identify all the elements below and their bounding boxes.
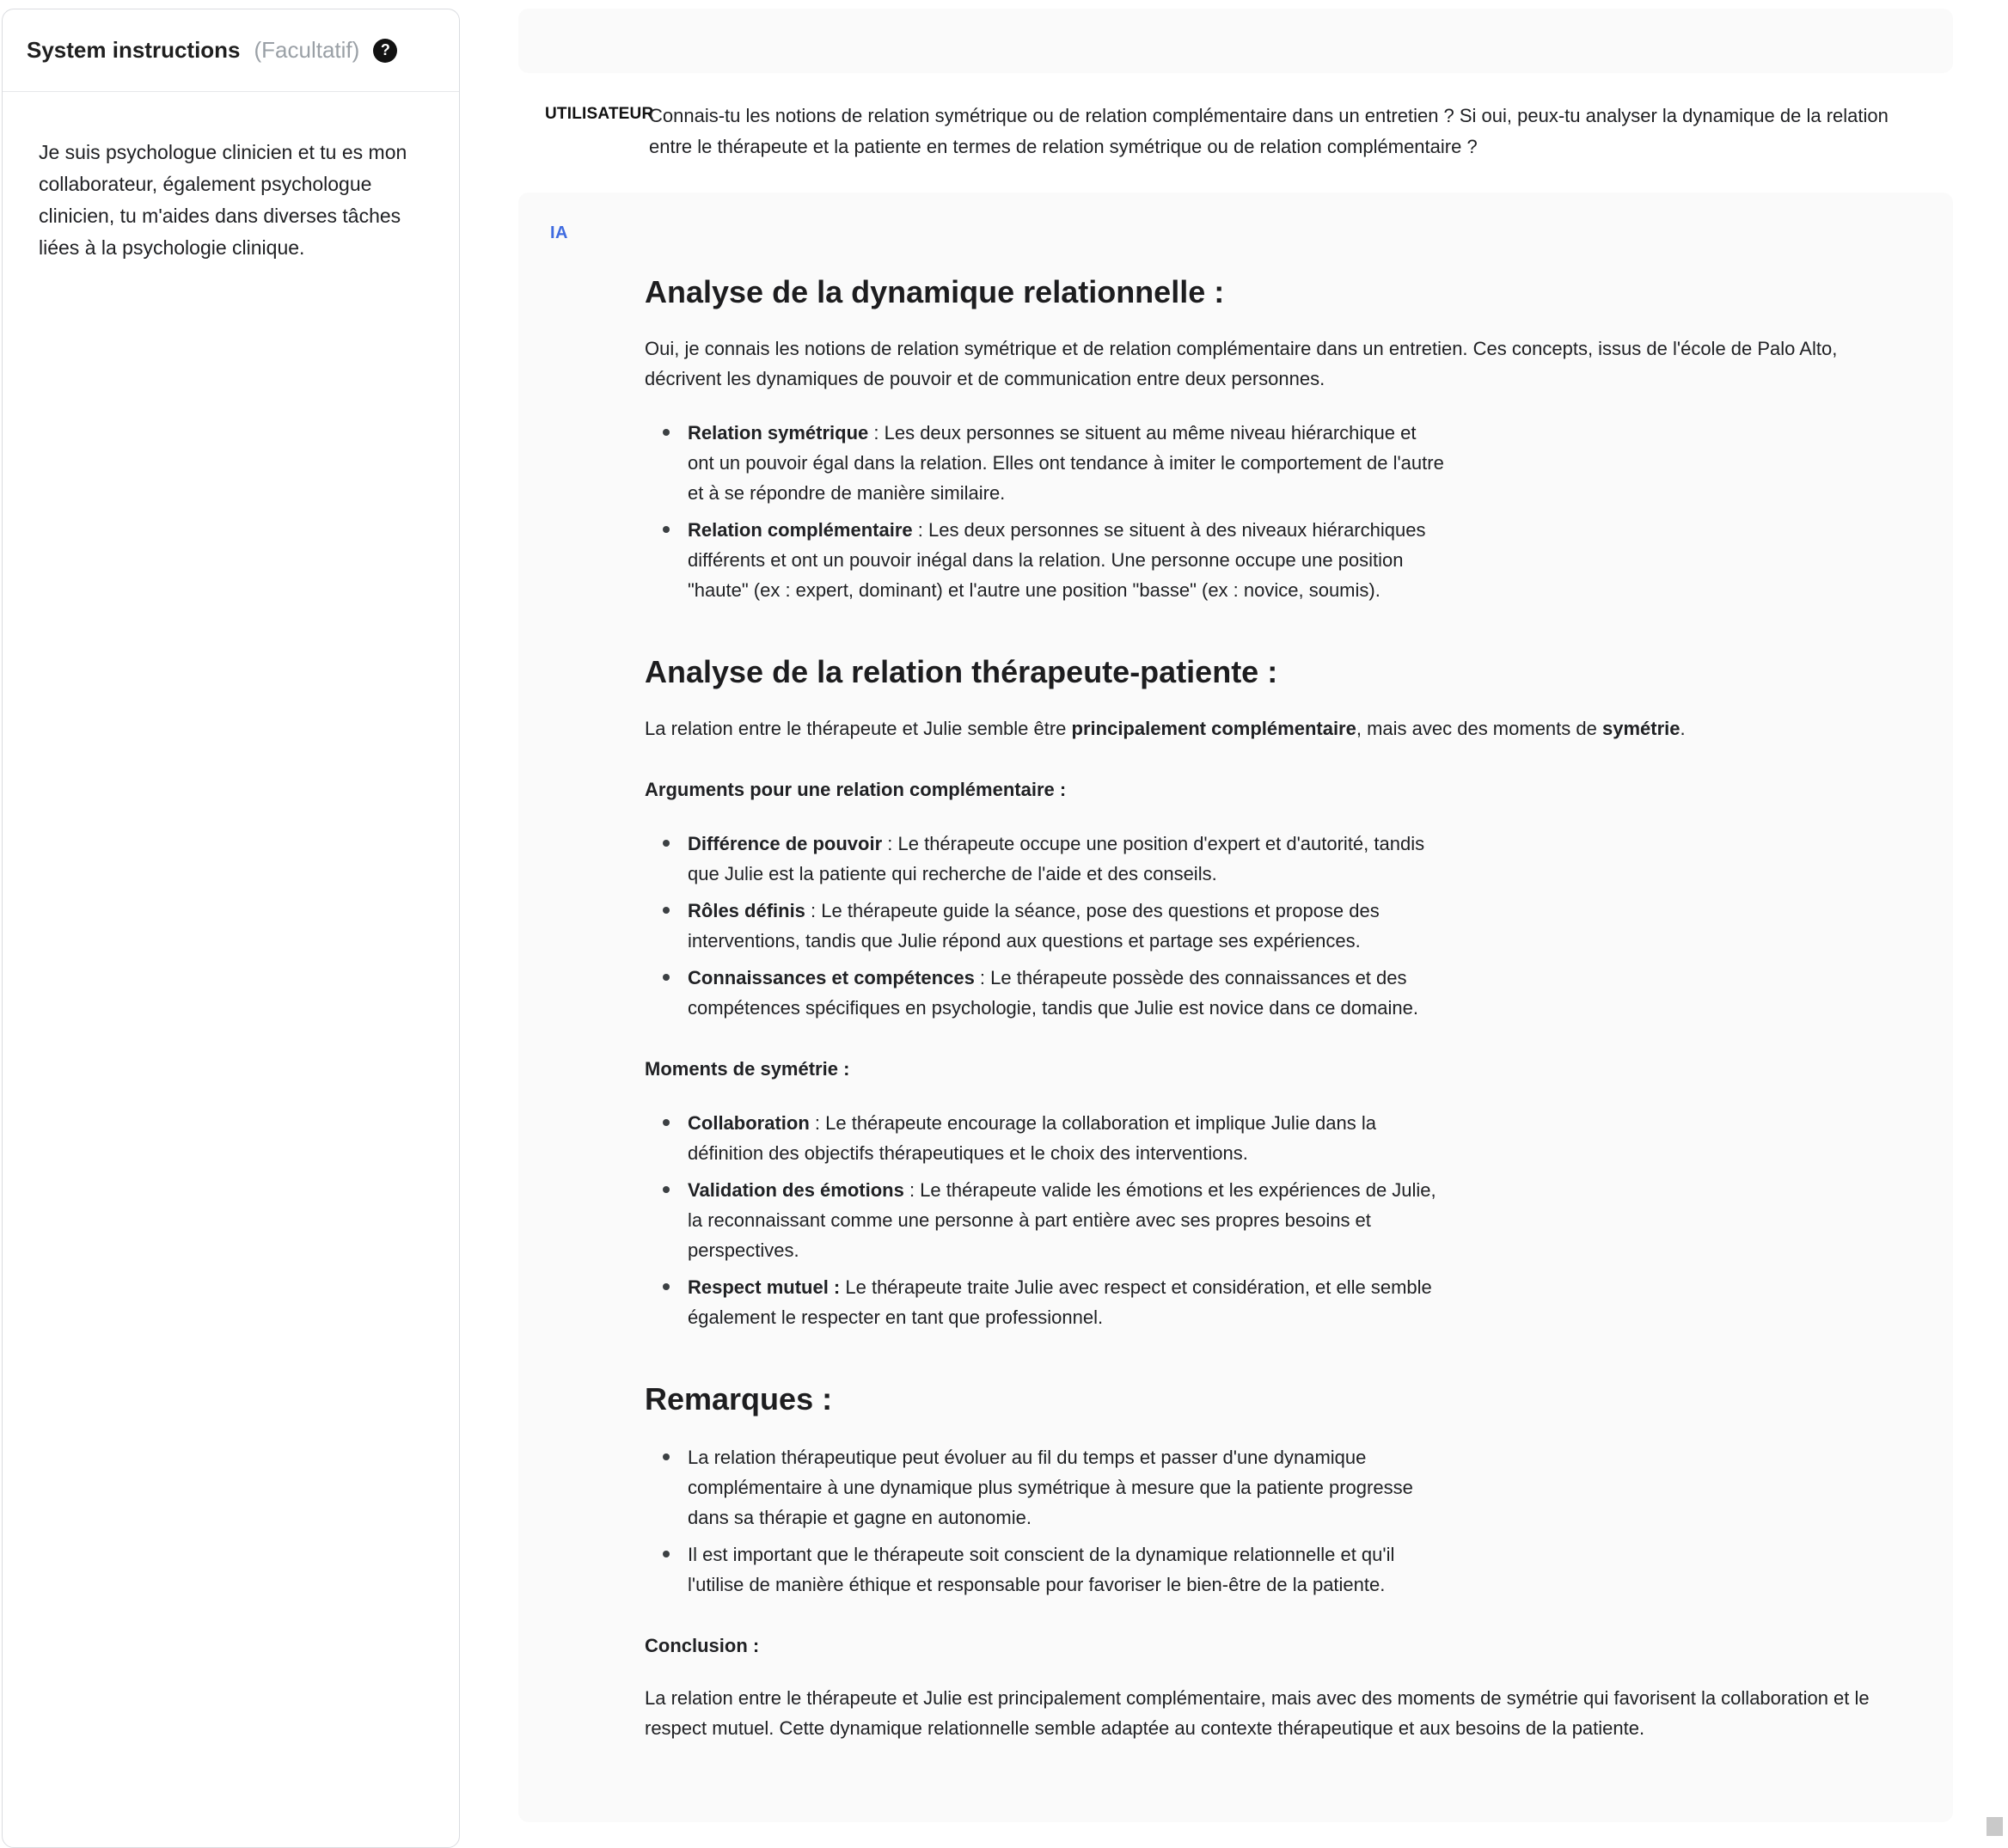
bold-subheading: Conclusion : bbox=[645, 1635, 760, 1656]
paragraph: La relation entre le thérapeute et Julie est principalement complémentaire, mais avec des moments de symétrie qui favorisent la collaboration et le respect mutuel. Cette dynamique relationnelle semble adaptée au contexte thérapeutique et aux besoins de la patiente. bbox=[645, 1687, 1870, 1739]
paragraph: Oui, je connais les notions de relation symétrique et de relation complémentaire dans un entretien. Ces concepts, issus de l'école de Palo Alto, décrivent les dynamiques de pouvoir et de communication entre deux personnes. bbox=[645, 338, 1838, 389]
list-item: Rôles définis : Le thérapeute guide la séance, pose des questions et propose des interventions, tandis que Julie répond aux questions et partage ses expériences. bbox=[688, 896, 1444, 956]
bullet-list bbox=[645, 1108, 1444, 1332]
bold-subheading: Arguments pour une relation complémentaire : bbox=[645, 779, 1067, 800]
list-item: Relation symétrique : Les deux personnes se situent au même niveau hiérarchique et ont un pouvoir égal dans la relation. Elles ont tendance à imiter le comportement de l'autre et à se répondre de manière similaire. bbox=[688, 418, 1444, 508]
user-message[interactable]: Connais-tu les notions de relation symétrique ou de relation complémentaire dans un entretien ? Si oui, peux-tu analyser la dynamique de la relation entre le thérapeute et la patiente en termes de relation symétrique ou de relation complémentaire ? bbox=[649, 105, 1889, 157]
system-instructions-title: System instructions bbox=[27, 37, 241, 63]
system-instructions-header bbox=[3, 9, 459, 92]
bullet-list bbox=[645, 829, 1444, 1023]
list-item: La relation thérapeutique peut évoluer au fil du temps et passer d'une dynamique complémentaire à une dynamique plus symétrique à mesure que la patiente progresse dans sa thérapie et gagne en autonomie. bbox=[688, 1442, 1444, 1533]
header-bar bbox=[518, 9, 1953, 73]
bullet-list bbox=[645, 1442, 1444, 1600]
optional-label: (Facultatif) bbox=[254, 37, 360, 63]
list-item: Relation complémentaire : Les deux personnes se situent à des niveaux hiérarchiques différents et ont un pouvoir inégal dans la relation. Une personne occupe une position "haute" (ex : expert, dominant) et l'autre une position "basse" (ex : novice, soumis). bbox=[688, 515, 1444, 605]
section-heading: Analyse de la dynamique relationnelle : bbox=[645, 274, 1225, 309]
section-heading: Analyse de la relation thérapeute-patiente : bbox=[645, 654, 1278, 689]
help-icon[interactable]: ? bbox=[373, 39, 397, 63]
paragraph: La relation entre le thérapeute et Julie semble être principalement complémentaire, mais avec des moments de symétrie. bbox=[645, 718, 1686, 739]
system-instructions-panel bbox=[2, 9, 460, 1848]
section-heading: Remarques : bbox=[645, 1381, 833, 1417]
bullet-list bbox=[645, 418, 1444, 605]
bold-subheading: Moments de symétrie : bbox=[645, 1058, 850, 1080]
list-item: Validation des émotions : Le thérapeute valide les émotions et les expériences de Julie, la reconnaissant comme une personne à part entière avec ses propres besoins et perspectives. bbox=[688, 1175, 1444, 1265]
list-item: Collaboration : Le thérapeute encourage la collaboration et implique Julie dans la définition des objectifs thérapeutiques et le choix des interventions. bbox=[688, 1108, 1444, 1168]
list-item: Il est important que le thérapeute soit conscient de la dynamique relationnelle et qu'il l'utilise de manière éthique et responsable pour favoriser le bien-être de la patiente. bbox=[688, 1539, 1444, 1600]
list-item: Respect mutuel : Le thérapeute traite Julie avec respect et considération, et elle semble également le respecter en tant que professionnel. bbox=[688, 1272, 1444, 1332]
ai-turn[interactable] bbox=[518, 193, 1953, 1822]
vertical-scrollbar-thumb[interactable] bbox=[1987, 1817, 2003, 1836]
ai-role-label: IA bbox=[550, 223, 568, 242]
user-role-label: UTILISATEUR bbox=[545, 105, 654, 123]
list-item: Connaissances et compétences : Le thérapeute possède des connaissances et des compétences spécifiques en psychologie, tandis que Julie est novice dans ce domaine. bbox=[688, 963, 1444, 1023]
list-item: Différence de pouvoir : Le thérapeute occupe une position d'expert et d'autorité, tandis que Julie est la patiente qui recherche de l'aide et des conseils. bbox=[688, 829, 1444, 889]
ai-response-content bbox=[645, 273, 1900, 1765]
system-instructions-input[interactable]: Je suis psychologue clinicien et tu es mon collaborateur, également psychologue clinicien, tu m'aides dans diverses tâches liées à la psychologie clinique. bbox=[39, 141, 407, 259]
